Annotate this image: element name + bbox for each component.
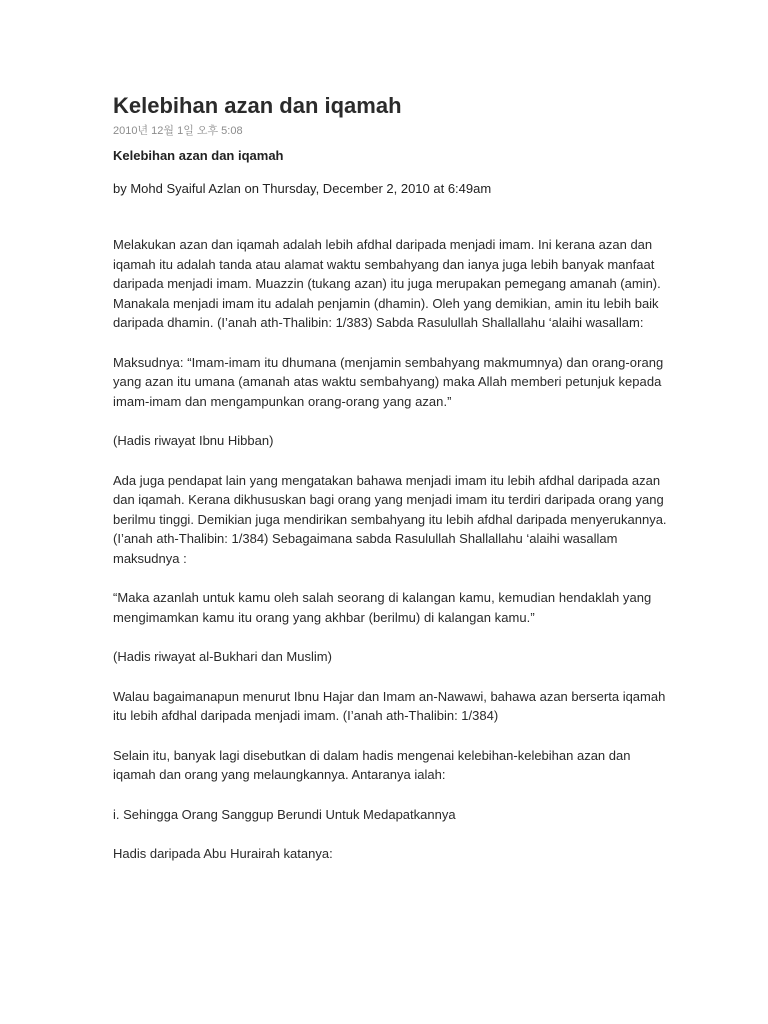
paragraph-hadith-source-1: (Hadis riwayat Ibnu Hibban) (113, 433, 274, 448)
paragraph-virtues-intro: Selain itu, banyak lagi disebutkan di dalam hadis mengenai kelebihan-kelebihan azan dan iqamah dan orang yang melaungkannya. Antaranya ialah: (113, 747, 631, 782)
paragraph-scholar-opinion: Walau bagaimanapun menurut Ibnu Hajar dan Imam an-Nawawi, bahawa azan berserta iqamah itu lebih afdhal daripada menjadi imam. (I’anah ath-Thalibin: 1/384) (113, 688, 666, 723)
post-timestamp: 2010년 12월 1일 오후 5:08 (113, 125, 243, 137)
paragraph-hadith-meaning: Maksudnya: “Imam-imam itu dhumana (menjamin sembahyang makmumnya) dan orang-orang yang azan itu umana (amanah atas waktu sembahyang) maka Allah memberi petunjuk kepada imam-imam dan mengampunkan orang-orang yang azan.” (113, 354, 664, 409)
paragraph-hadith-source-2: (Hadis riwayat al-Bukhari dan Muslim) (113, 649, 332, 664)
paragraph-intro: Melakukan azan dan iqamah adalah lebih afdhal daripada menjadi imam. Ini kerana azan dan iqamah itu adalah tanda atau alamat waktu sembahyang dan ianya juga lebih banyak manfaat daripada menjadi imam. Muazzin (tukang azan) itu juga merupakan pemegang amanah (amin). Manakala menjadi imam itu adalah penjamin (dhamin). Oleh yang demikian, amin itu lebih baik daripada dhamin. (I’anah ath-Thalibin: 1/383) Sabda Rasulullah Shallallahu ‘alaihi wasallam: (113, 237, 661, 330)
paragraph-hadith-narrator: Hadis daripada Abu Hurairah katanya: (113, 846, 333, 861)
paragraph-hadith-quote: “Maka azanlah untuk kamu oleh salah seorang di kalangan kamu, kemudian hendaklah yang mengimamkan kamu itu orang yang akhbar (berilmu) di kalangan kamu.” (113, 590, 652, 625)
paragraph-other-opinion: Ada juga pendapat lain yang mengatakan bahawa menjadi imam itu lebih afdhal daripada azan dan iqamah. Kerana dikhususkan bagi orang yang menjadi imam itu terdiri daripada orang yang berilmu tinggi. Demikian juga mendirikan sembahyang itu lebih afdhal daripada menyerukannya. (I’anah ath-Thalibin: 1/384) Sebagaimana sabda Rasulullah Shallallahu ‘alaihi wasallam maksudnya : (113, 472, 667, 566)
paragraph-virtue-heading: i. Sehingga Orang Sanggup Berundi Untuk Medapatkannya (113, 806, 456, 822)
post-byline: by Mohd Syaiful Azlan on Thursday, December 2, 2010 at 6:49am (113, 181, 492, 196)
page-title: Kelebihan azan dan iqamah (113, 93, 402, 118)
post-subtitle: Kelebihan azan dan iqamah (113, 148, 284, 163)
